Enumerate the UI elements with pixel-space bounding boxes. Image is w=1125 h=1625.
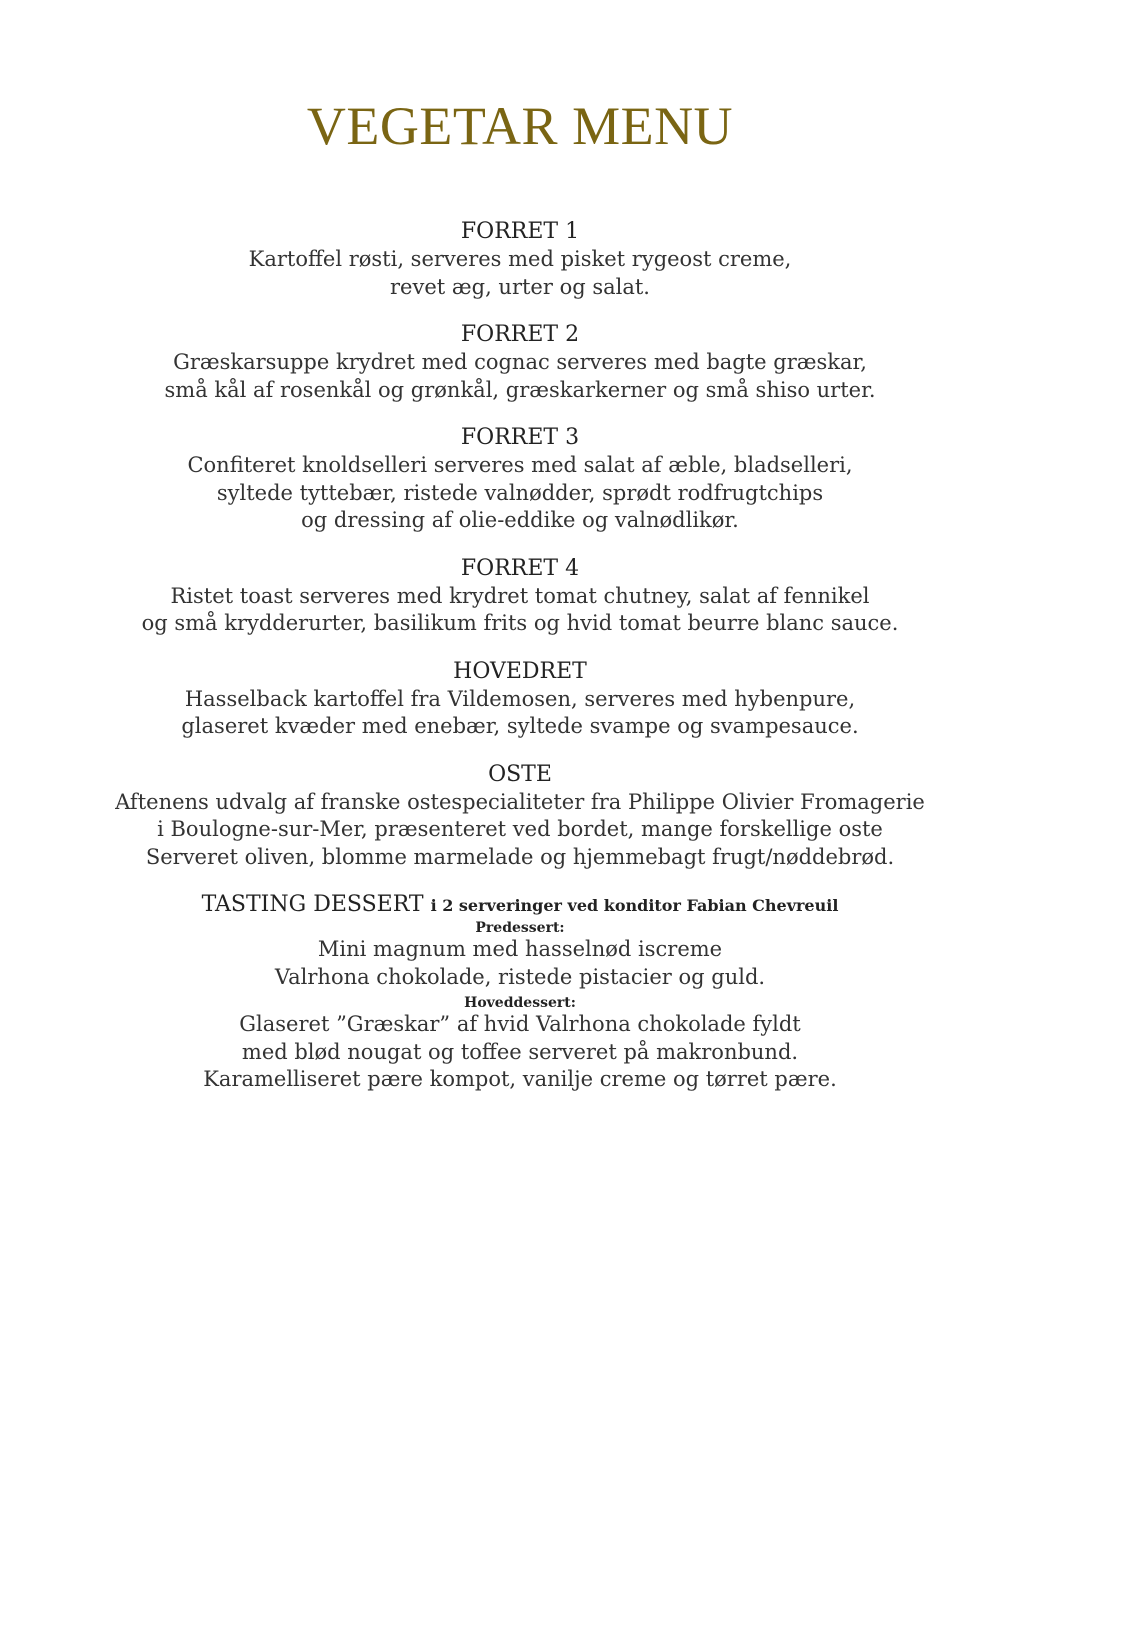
dessert-description-line: med blød nougat og toffee serveret på makronbund. — [241, 1039, 799, 1064]
course-title: FORRET 3 — [460, 425, 580, 450]
course-hovedret — [0, 658, 1040, 741]
course-description-line: Confiteret knoldselleri serveres med salat af æble, bladselleri, — [187, 453, 853, 477]
course-description-line: i Boulogne-sur-Mer, præsenteret ved bordet, mange forskellige oste — [157, 817, 883, 841]
course-description-line: revet æg, urter og salat. — [390, 274, 650, 299]
course-forret-3 — [0, 424, 1040, 535]
course-title: OSTE — [488, 761, 552, 787]
course-title: HOVEDRET — [453, 658, 587, 684]
course-description-line: Hasselback kartoffel fra Vildemosen, serveres med hybenpure, — [184, 686, 856, 711]
dessert-description-line: Karamelliseret pære kompot, vanilje creme og tørret pære. — [203, 1067, 837, 1091]
menu-title: VEGETAR MENU — [306, 96, 734, 156]
course-forret-1 — [0, 218, 1040, 301]
dessert-heading — [0, 891, 1040, 920]
course-oste — [0, 761, 1040, 872]
course-forret-4 — [0, 555, 1040, 638]
course-description-line: Aftenens udvalg af franske ostespecialiteter fra Philippe Olivier Fromagerie — [115, 789, 925, 814]
course-title: FORRET 2 — [460, 322, 580, 347]
dessert-title: TASTING DESSERT — [201, 892, 424, 917]
course-description-line: glaseret kvæder med enebær, syltede svampe og svampesauce. — [181, 714, 859, 738]
menu-body — [0, 218, 1040, 1114]
course-description-line: små kål af rosenkål og grønkål, græskarkerner og små shiso urter. — [164, 377, 876, 402]
hoveddessert-label: Hoveddessert: — [464, 995, 576, 1011]
course-dessert — [0, 891, 1040, 1094]
course-forret-2 — [0, 321, 1040, 404]
course-title: FORRET 4 — [460, 555, 580, 581]
course-description-line: Græskarsuppe krydret med cognac serveres med bagte græskar, — [173, 350, 867, 374]
course-description-line: og dressing af olie-eddike og valnødlikør. — [301, 508, 739, 532]
dessert-description-line: Mini magnum med hasselnød iscreme — [317, 937, 723, 961]
course-description-line: Ristet toast serveres med krydret tomat chutney, salat af fennikel — [170, 583, 870, 608]
course-description-line: og små krydderurter, basilikum frits og hvid tomat beurre blanc sauce. — [141, 611, 899, 635]
dessert-description-line: Valrhona chokolade, ristede pistacier og guld. — [274, 964, 766, 989]
course-description-line: Serveret oliven, blomme marmelade og hjemmebagt frugt/nøddebrød. — [145, 844, 895, 869]
course-description-line: syltede tyttebær, ristede valnødder, sprødt rodfrugtchips — [216, 480, 824, 505]
course-title: FORRET 1 — [460, 219, 580, 244]
dessert-subtitle: i 2 serveringer ved konditor Fabian Chevreuil — [430, 896, 839, 915]
dessert-description-line: Glaseret ”Græskar” af hvid Valrhona chokolade fyldt — [239, 1012, 801, 1036]
predessert-label: Predessert: — [475, 920, 565, 936]
course-description-line: Kartoffel røsti, serveres med pisket rygeost creme, — [248, 247, 792, 271]
